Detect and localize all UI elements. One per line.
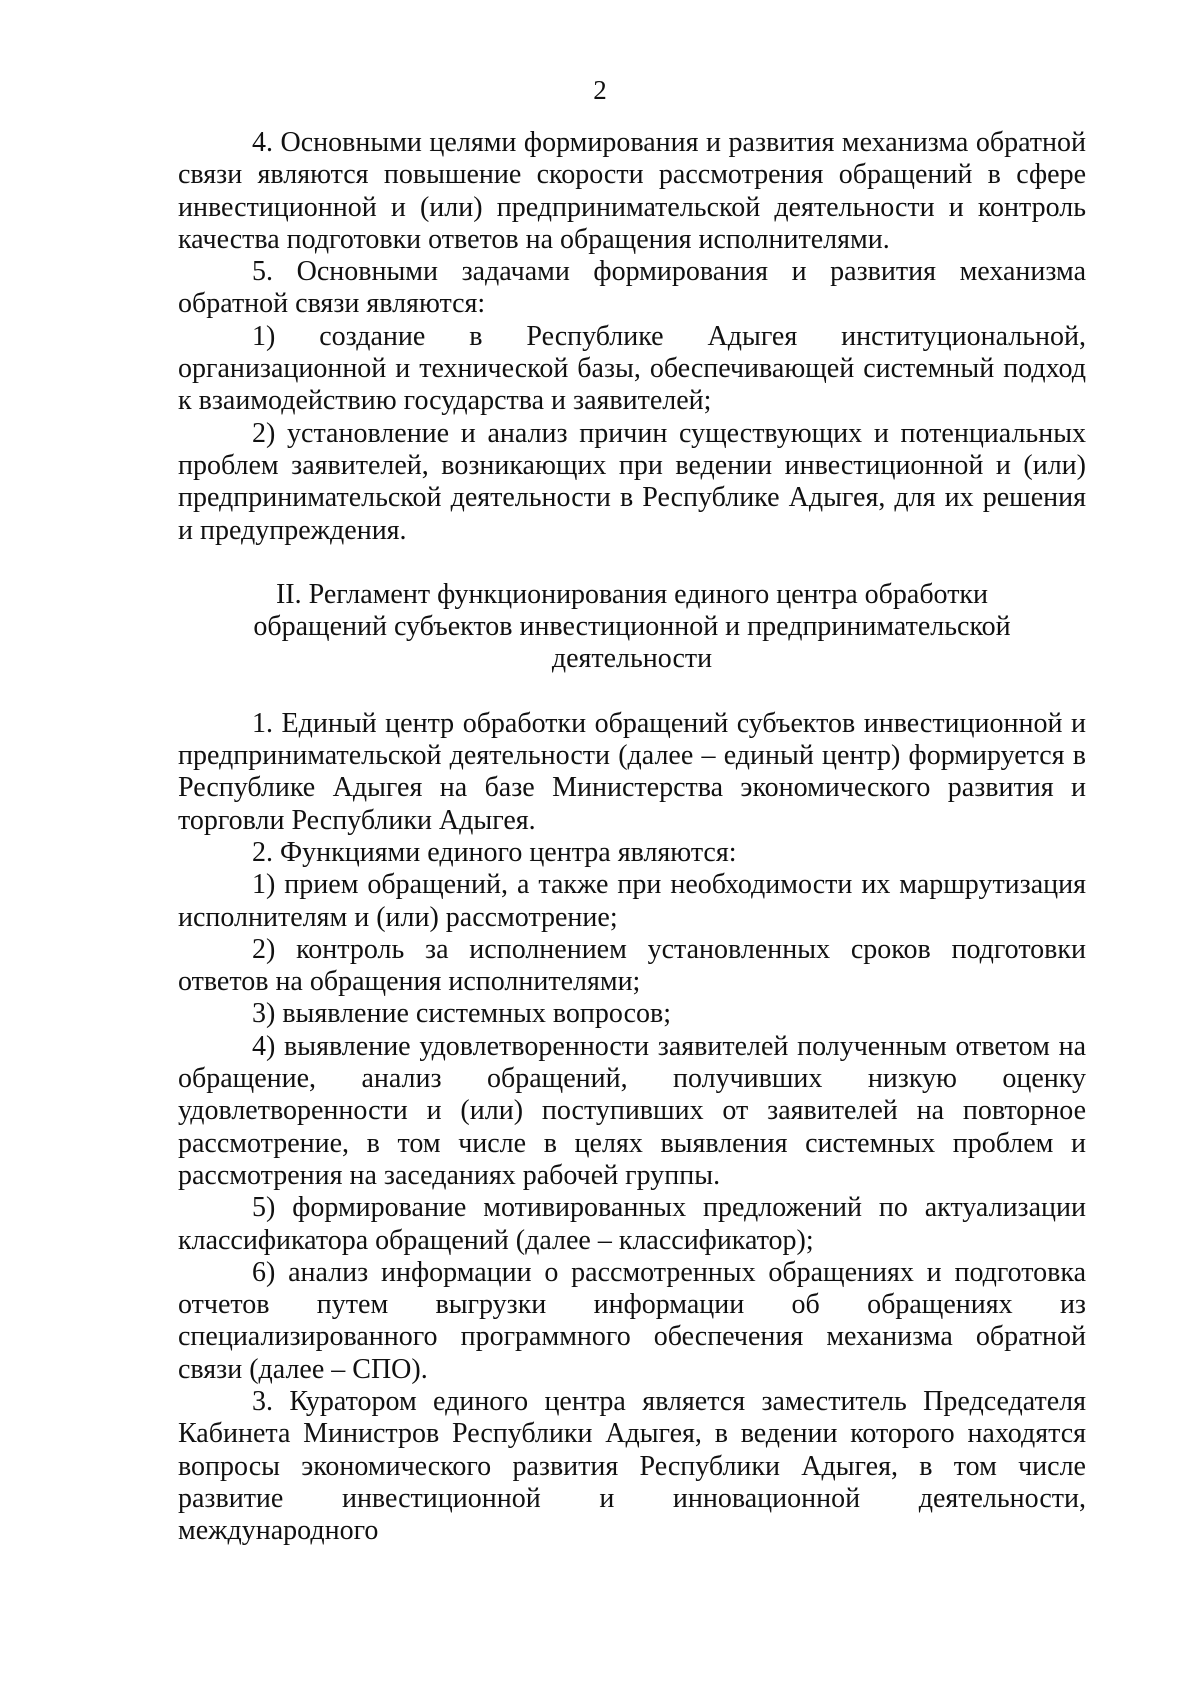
paragraph-function-4: 4) выявление удовлетворенности заявителей полученным ответом на обращение, анализ обращений, получивших низкую оценку удовлетворенности и (или) поступивших от заявителей на повторное рассмотрение, в том числе в целях выявления системных проблем и рассмотрения на заседаниях рабочей группы. [178,1030,1086,1191]
paragraph-functions-intro: 2. Функциями единого центра являются: [252,836,737,868]
paragraph-function-6: 6) анализ информации о рассмотренных обращениях и подготовка отчетов путем выгрузки информации об обращениях из специализированного программного обеспечения механизма обратной связи (далее – СПО). [178,1256,1086,1385]
paragraph-goals: 4. Основными целями формирования и развития механизма обратной связи являются повышение скорости рассмотрения обращений в сфере инвестиционной и (или) предпринимательской деятельности и контроль качества подготовки ответов на обращения исполнителями. [178,127,1086,255]
paragraph-curator: 3. Куратором единого центра является заместитель Председателя Кабинета Министров Республики Адыгея, в ведении которого находятся вопросы экономического развития Республики Адыгея, в том числе развитие инвестиционной и инновационной деятельности, международного [178,1385,1086,1547]
paragraph-function-1: 1) прием обращений, а также при необходимости их маршрутизация исполнителям и (или) рассмотрение; [178,869,1086,933]
paragraph-task-1: 1) создание в Республике Адыгея институциональной, организационной и технической базы, обеспечивающей системный подход к взаимодействию государства и заявителей; [178,320,1086,417]
paragraph-task-2: 2) установление и анализ причин существующих и потенциальных проблем заявителей, возникающих при ведении инвестиционной и (или) предпринимательской деятельности в Республике Адыгея, для их решения и предупреждения. [178,417,1086,546]
paragraph-function-2: 2) контроль за исполнением установленных сроков подготовки ответов на обращения исполнителями; [178,933,1086,998]
paragraph-tasks-intro: 5. Основными задачами формирования и развития механизма обратной связи являются: [178,256,1086,320]
paragraph-center-definition: 1. Единый центр обработки обращений субъектов инвестиционной и предпринимательской деятельности (далее – единый центр) формируется в Республике Адыгея на базе Министерства экономического развития и торговли Республики Адыгея. [178,707,1086,836]
section-heading-line: II. Регламент функционирования единого центра обработки [275,578,989,610]
section-heading [178,579,1086,676]
section-heading-line: деятельности [551,643,713,675]
document-body [178,127,1086,1547]
paragraph-function-3: 3) выявление системных вопросов; [252,998,672,1030]
paragraph-function-5: 5) формирование мотивированных предложений по актуализации классификатора обращений (далее – классификатор); [178,1192,1086,1256]
page-number: 2 [593,75,607,105]
section-heading-line: обращений субъектов инвестиционной и предпринимательской [253,611,1011,643]
